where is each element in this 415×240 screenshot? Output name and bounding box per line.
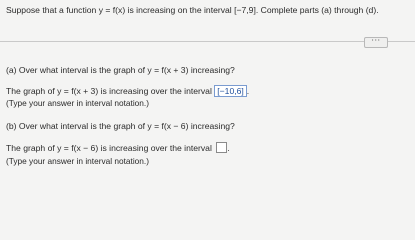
part-b-question: (b) Over what interval is the graph of y = f(x − 6) increasing? (6, 121, 235, 131)
section-divider (0, 41, 415, 42)
part-a-answer-line (6, 85, 249, 97)
part-a-answer-suffix: . (246, 86, 250, 96)
more-options-button[interactable]: ··· (364, 37, 388, 48)
part-b-hint: (Type your answer in interval notation.) (6, 156, 149, 166)
part-b-answer-prefix: The graph of y = f(x − 6) is increasing over the interval (6, 143, 212, 153)
part-a-answer-prefix: The graph of y = f(x + 3) is increasing over the interval (6, 86, 212, 96)
part-a-answer-input[interactable]: [−10,6] (214, 85, 247, 97)
part-b-answer-line (6, 142, 230, 154)
part-a-question: (a) Over what interval is the graph of y = f(x + 3) increasing? (6, 65, 235, 75)
part-a-hint: (Type your answer in interval notation.) (6, 98, 149, 108)
part-b-answer-suffix: . (227, 143, 230, 153)
problem-statement: Suppose that a function y = f(x) is increasing on the interval [−7,9]. Complete parts (a) through (d). (6, 5, 379, 15)
part-b-answer-input[interactable] (216, 142, 230, 153)
